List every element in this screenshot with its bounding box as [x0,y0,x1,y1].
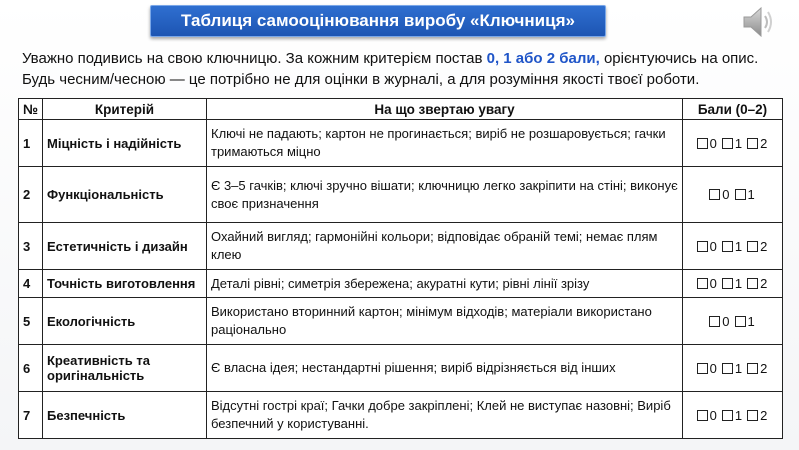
table-header-row [19,99,783,120]
score-checkbox[interactable] [735,316,746,327]
score-checkbox[interactable] [747,241,758,252]
instructions-highlight: 0, 1 або 2 бали, [486,50,600,67]
score-checkbox[interactable] [709,316,720,327]
score-value: 0 [722,313,730,329]
score-value: 2 [760,238,768,254]
criterion-name: Точність виготовлення [43,270,207,298]
score-checkbox[interactable] [747,410,758,421]
row-number: 2 [19,167,43,223]
score-value: 2 [760,276,768,291]
score-options [683,270,783,298]
criterion-focus: Використано вторинний картон; мінімум відходів; матеріали використано раціонально [207,298,683,345]
row-number: 1 [19,120,43,167]
score-checkbox[interactable] [722,138,733,149]
score-checkbox[interactable] [747,138,758,149]
header-focus: На що звертаю увагу [207,99,683,120]
row-number: 4 [19,270,43,298]
criterion-focus: Відсутні гострі краї; Гачки добре закріплені; Клей не виступає назовні; Виріб безпечний у користуванні. [207,392,683,439]
score-checkbox[interactable] [747,278,758,289]
table-row [19,392,783,439]
criterion-focus: Є 3–5 гачків; ключі зручно вішати; ключницю легко закріпити на стіні; виконує своє призначення [207,167,683,223]
criterion-focus: Охайний вигляд; гармонійні кольори; відповідає обраній темі; немає плям клею [207,223,683,270]
instructions-part1: Уважно подивись на свою ключницю. За кожним критерієм постав [22,50,487,67]
criterion-focus: Ключі не падають; картон не прогинається; виріб не розшаровується; гачки тримаються міцно [207,120,683,167]
slide-title: Таблиця самооцінювання виробу «Ключниця» [181,11,575,30]
score-value: 0 [709,238,717,254]
score-checkbox[interactable] [722,241,733,252]
score-value: 1 [734,407,743,423]
score-value: 0 [709,135,717,151]
row-number: 7 [19,392,43,439]
table-row [19,167,783,223]
score-value: 2 [760,407,768,423]
table-row [19,270,783,298]
score-value: 0 [709,360,717,376]
score-options [683,223,783,270]
score-checkbox[interactable] [697,363,708,374]
score-value: 2 [760,360,768,376]
score-checkbox[interactable] [697,241,708,252]
score-value: 1 [734,238,743,254]
table-row [19,120,783,167]
criterion-name: Міцність і надійність [43,120,207,167]
score-options [683,392,783,439]
score-checkbox[interactable] [747,363,758,374]
header-num: № [19,99,43,120]
score-value: 1 [747,187,755,202]
slide-title-banner [150,5,606,37]
instructions-text [22,48,792,90]
score-options [683,167,783,223]
criterion-name: Екологічність [43,298,207,345]
self-assessment-table [18,98,783,439]
score-value: 1 [747,313,755,329]
score-checkbox[interactable] [722,363,733,374]
score-value: 0 [709,276,717,291]
criterion-focus: Деталі рівні; симетрія збережена; акуратні кути; рівні лінії зрізу [207,270,683,298]
header-criterion: Критерій [43,99,207,120]
score-checkbox[interactable] [697,410,708,421]
criterion-name: Безпечність [43,392,207,439]
score-checkbox[interactable] [697,278,708,289]
score-checkbox[interactable] [722,278,733,289]
instructions-part2: орієнтуючись на опис. Будь чесним/чесною — це потрібно не для оцінки в журналі, а для розуміння якості твоєї роботи. [22,50,759,88]
score-checkbox[interactable] [735,189,746,200]
row-number: 6 [19,345,43,392]
criterion-name: Естетичність і дизайн [43,223,207,270]
score-value: 2 [760,135,768,151]
header-score: Бали (0–2) [683,99,783,120]
table-row [19,223,783,270]
row-number: 3 [19,223,43,270]
score-checkbox[interactable] [722,410,733,421]
score-value: 1 [734,360,743,376]
criterion-focus: Є власна ідея; нестандартні рішення; виріб відрізняється від інших [207,345,683,392]
score-checkbox[interactable] [709,189,720,200]
score-checkbox[interactable] [697,138,708,149]
criterion-name: Креативність та оригінальність [43,345,207,392]
score-value: 0 [709,407,717,423]
score-value: 0 [722,187,730,202]
score-options [683,298,783,345]
criterion-name: Функціональність [43,167,207,223]
score-value: 1 [734,135,743,151]
row-number: 5 [19,298,43,345]
table-row [19,345,783,392]
score-options [683,120,783,167]
speaker-icon[interactable] [738,2,778,42]
table-row [19,298,783,345]
score-value: 1 [734,276,743,291]
score-options [683,345,783,392]
